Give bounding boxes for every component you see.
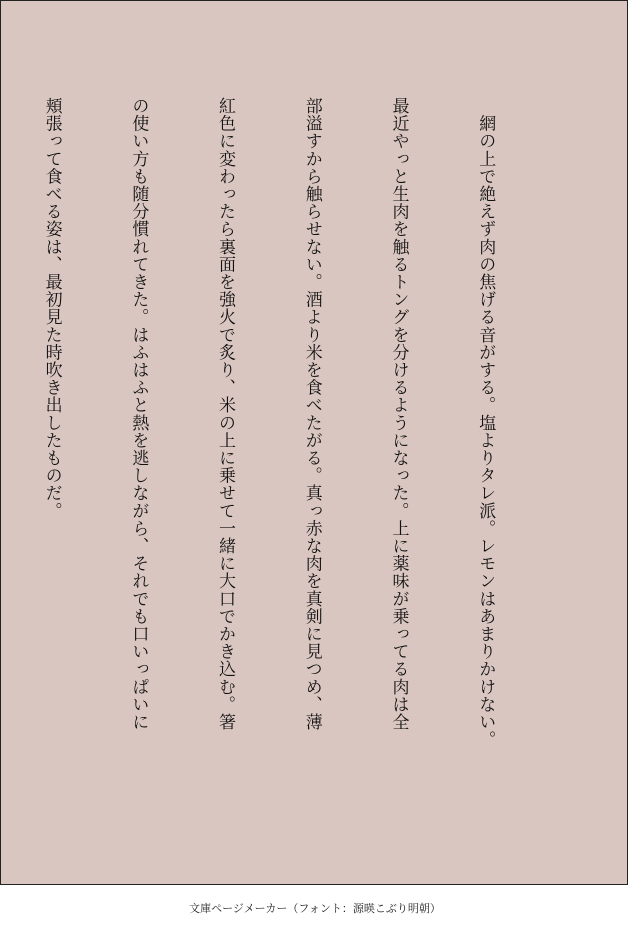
footer-credit: 文庫ページメーカー（フォント：源暎こぶり明朝）	[189, 902, 441, 915]
text-line: 紅色に変わったら裏面を強火で炙り、米の上に乗せて一緒に大口でかき込む。箸	[215, 97, 236, 731]
vertical-text-body	[0, 97, 557, 827]
text-line: の使い方も随分慣れてきた。はふはふと熱を逃しながら、それでも口いっぱいに	[128, 97, 149, 731]
text-line: 頬張って食べる姿は、最初見た時吹き出したものだ。	[41, 97, 62, 520]
text-line: 網の上で絶えず肉の焦げる音がする。塩よりタレ派。レモンはあまりかけない。	[475, 97, 496, 749]
text-line: 最近やっと生肉を触るトングを分けるようになった。上に薬味が乗ってる肉は全	[388, 97, 409, 731]
text-line: 部溢すから触らせない。酒より米を食べたがる。真っ赤な肉を真剣に見つめ、薄	[301, 97, 322, 731]
